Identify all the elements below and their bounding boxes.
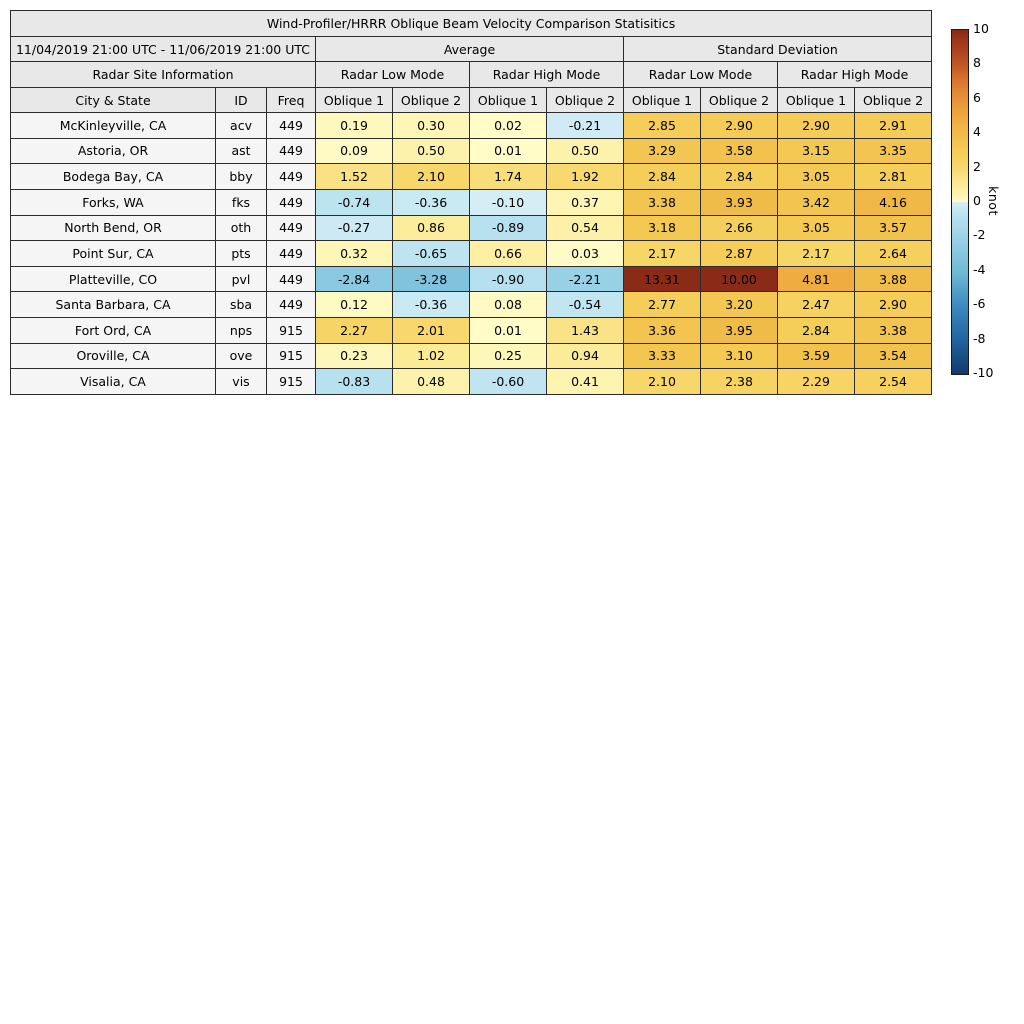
cell-value: 1.43 [547, 318, 624, 344]
cell-value: 0.25 [470, 343, 547, 369]
col-header-freq: Freq [267, 88, 316, 113]
colorbar-unit-label: knot [986, 186, 1001, 216]
cell-value: 2.66 [701, 215, 778, 241]
cell-city-state: North Bend, OR [11, 215, 216, 241]
colorbar-tick-label: -2 [973, 227, 986, 243]
cell-value: 2.90 [855, 292, 932, 318]
statistics-table [10, 10, 932, 395]
cell-value: 2.87 [701, 241, 778, 267]
cell-value: 0.32 [316, 241, 393, 267]
cell-value: 3.38 [855, 318, 932, 344]
col-header-city-state: City & State [11, 88, 216, 113]
cell-value: 3.15 [778, 138, 855, 164]
cell-city-state: McKinleyville, CA [11, 113, 216, 139]
cell-value: 2.54 [855, 369, 932, 395]
cell-value: 1.52 [316, 164, 393, 190]
cell-value: 0.50 [393, 138, 470, 164]
cell-value: 4.81 [778, 266, 855, 292]
cell-id: pts [216, 241, 267, 267]
cell-id: acv [216, 113, 267, 139]
cell-value: 3.35 [855, 138, 932, 164]
colorbar-tick-label: 0 [973, 192, 981, 208]
colorbar-tick-label: 8 [973, 55, 981, 71]
cell-id: pvl [216, 266, 267, 292]
cell-value: 2.01 [393, 318, 470, 344]
cell-city-state: Point Sur, CA [11, 241, 216, 267]
cell-value: 0.01 [470, 318, 547, 344]
group-header-standard-deviation: Standard Deviation [624, 37, 932, 62]
colorbar-tick-label: -10 [973, 364, 994, 380]
cell-city-state: Astoria, OR [11, 138, 216, 164]
cell-value: 3.93 [701, 189, 778, 215]
cell-value: -3.28 [393, 266, 470, 292]
cell-id: vis [216, 369, 267, 395]
table-row [11, 292, 932, 318]
cell-value: 3.05 [778, 215, 855, 241]
cell-city-state: Bodega Bay, CA [11, 164, 216, 190]
cell-value: 2.29 [778, 369, 855, 395]
cell-value: 2.84 [624, 164, 701, 190]
cell-freq: 449 [267, 266, 316, 292]
cell-value: 3.95 [701, 318, 778, 344]
table-row [11, 138, 932, 164]
colorbar-tick-label: 6 [973, 89, 981, 105]
col-header-oblique2: Oblique 2 [547, 88, 624, 113]
cell-value: 2.47 [778, 292, 855, 318]
table-row [11, 266, 932, 292]
header-std-radar-high-mode: Radar High Mode [778, 62, 932, 88]
cell-id: ast [216, 138, 267, 164]
cell-value: 2.84 [701, 164, 778, 190]
cell-city-state: Oroville, CA [11, 343, 216, 369]
table-row [11, 164, 932, 190]
cell-value: 0.30 [393, 113, 470, 139]
cell-value: 3.29 [624, 138, 701, 164]
cell-value: 0.08 [470, 292, 547, 318]
colorbar-tick-label: 10 [973, 20, 989, 36]
table-row [11, 113, 932, 139]
cell-value: 0.03 [547, 241, 624, 267]
cell-value: 2.10 [393, 164, 470, 190]
cell-value: 2.17 [778, 241, 855, 267]
cell-value: -0.54 [547, 292, 624, 318]
table-title: Wind-Profiler/HRRR Oblique Beam Velocity Comparison Statisitics [11, 11, 932, 37]
cell-value: -0.10 [470, 189, 547, 215]
cell-value: 3.05 [778, 164, 855, 190]
colorbar-tick-label: -4 [973, 261, 986, 277]
cell-value: -0.60 [470, 369, 547, 395]
cell-value: 3.42 [778, 189, 855, 215]
cell-value: 3.33 [624, 343, 701, 369]
cell-freq: 449 [267, 241, 316, 267]
cell-freq: 449 [267, 215, 316, 241]
cell-value: 2.90 [778, 113, 855, 139]
cell-value: 3.10 [701, 343, 778, 369]
cell-value: 3.59 [778, 343, 855, 369]
cell-city-state: Forks, WA [11, 189, 216, 215]
col-header-id: ID [216, 88, 267, 113]
cell-value: -0.65 [393, 241, 470, 267]
col-header-oblique1: Oblique 1 [624, 88, 701, 113]
cell-id: sba [216, 292, 267, 318]
col-header-oblique1: Oblique 1 [316, 88, 393, 113]
col-header-oblique1: Oblique 1 [470, 88, 547, 113]
col-header-oblique1: Oblique 1 [778, 88, 855, 113]
cell-value: -2.21 [547, 266, 624, 292]
cell-value: 2.77 [624, 292, 701, 318]
col-header-oblique2: Oblique 2 [701, 88, 778, 113]
cell-value: 2.81 [855, 164, 932, 190]
cell-value: 0.23 [316, 343, 393, 369]
colorbar-tick-label: -6 [973, 295, 986, 311]
cell-value: 1.02 [393, 343, 470, 369]
cell-value: 3.20 [701, 292, 778, 318]
cell-value: 1.74 [470, 164, 547, 190]
cell-value: 0.09 [316, 138, 393, 164]
cell-value: 2.17 [624, 241, 701, 267]
cell-value: 2.85 [624, 113, 701, 139]
cell-city-state: Santa Barbara, CA [11, 292, 216, 318]
cell-freq: 449 [267, 189, 316, 215]
cell-id: nps [216, 318, 267, 344]
cell-value: 3.88 [855, 266, 932, 292]
cell-id: ove [216, 343, 267, 369]
cell-value: -0.21 [547, 113, 624, 139]
date-range: 11/04/2019 21:00 UTC - 11/06/2019 21:00 UTC [11, 37, 316, 62]
cell-freq: 449 [267, 113, 316, 139]
cell-value: 0.86 [393, 215, 470, 241]
cell-value: -0.89 [470, 215, 547, 241]
table-row [11, 318, 932, 344]
cell-value: -2.84 [316, 266, 393, 292]
cell-value: 0.50 [547, 138, 624, 164]
cell-value: 0.48 [393, 369, 470, 395]
cell-value: 3.57 [855, 215, 932, 241]
header-std-radar-low-mode: Radar Low Mode [624, 62, 778, 88]
cell-value: 0.02 [470, 113, 547, 139]
cell-value: 13.31 [624, 266, 701, 292]
cell-value: -0.83 [316, 369, 393, 395]
cell-value: 0.19 [316, 113, 393, 139]
cell-value: 4.16 [855, 189, 932, 215]
colorbar [951, 29, 969, 375]
cell-value: 3.38 [624, 189, 701, 215]
cell-value: 2.38 [701, 369, 778, 395]
cell-city-state: Platteville, CO [11, 266, 216, 292]
table-row [11, 343, 932, 369]
cell-value: 0.12 [316, 292, 393, 318]
cell-value: -0.36 [393, 189, 470, 215]
colorbar-tick-label: -8 [973, 330, 986, 346]
cell-value: 0.41 [547, 369, 624, 395]
header-avg-radar-low-mode: Radar Low Mode [316, 62, 470, 88]
cell-value: 0.01 [470, 138, 547, 164]
cell-value: 0.37 [547, 189, 624, 215]
cell-value: -0.36 [393, 292, 470, 318]
cell-freq: 915 [267, 343, 316, 369]
table-row [11, 241, 932, 267]
cell-value: 3.58 [701, 138, 778, 164]
cell-city-state: Fort Ord, CA [11, 318, 216, 344]
cell-value: 1.92 [547, 164, 624, 190]
header-avg-radar-high-mode: Radar High Mode [470, 62, 624, 88]
cell-value: 2.90 [701, 113, 778, 139]
col-header-oblique2: Oblique 2 [393, 88, 470, 113]
cell-value: 10.00 [701, 266, 778, 292]
cell-freq: 915 [267, 318, 316, 344]
cell-freq: 915 [267, 369, 316, 395]
cell-value: 2.84 [778, 318, 855, 344]
header-radar-site-information: Radar Site Information [11, 62, 316, 88]
colorbar-tick-label: 2 [973, 158, 981, 174]
cell-id: oth [216, 215, 267, 241]
cell-value: 0.66 [470, 241, 547, 267]
cell-id: fks [216, 189, 267, 215]
cell-value: 2.91 [855, 113, 932, 139]
cell-freq: 449 [267, 292, 316, 318]
table-row [11, 369, 932, 395]
cell-id: bby [216, 164, 267, 190]
cell-freq: 449 [267, 138, 316, 164]
cell-value: -0.90 [470, 266, 547, 292]
colorbar-tick-label: 4 [973, 123, 981, 139]
cell-value: -0.27 [316, 215, 393, 241]
group-header-average: Average [316, 37, 624, 62]
cell-value: 3.54 [855, 343, 932, 369]
cell-value: 2.10 [624, 369, 701, 395]
cell-value: 0.54 [547, 215, 624, 241]
cell-value: 0.94 [547, 343, 624, 369]
cell-value: -0.74 [316, 189, 393, 215]
col-header-oblique2: Oblique 2 [855, 88, 932, 113]
cell-value: 2.27 [316, 318, 393, 344]
table-row [11, 189, 932, 215]
cell-value: 2.64 [855, 241, 932, 267]
cell-value: 3.36 [624, 318, 701, 344]
cell-freq: 449 [267, 164, 316, 190]
table-row [11, 215, 932, 241]
cell-value: 3.18 [624, 215, 701, 241]
cell-city-state: Visalia, CA [11, 369, 216, 395]
